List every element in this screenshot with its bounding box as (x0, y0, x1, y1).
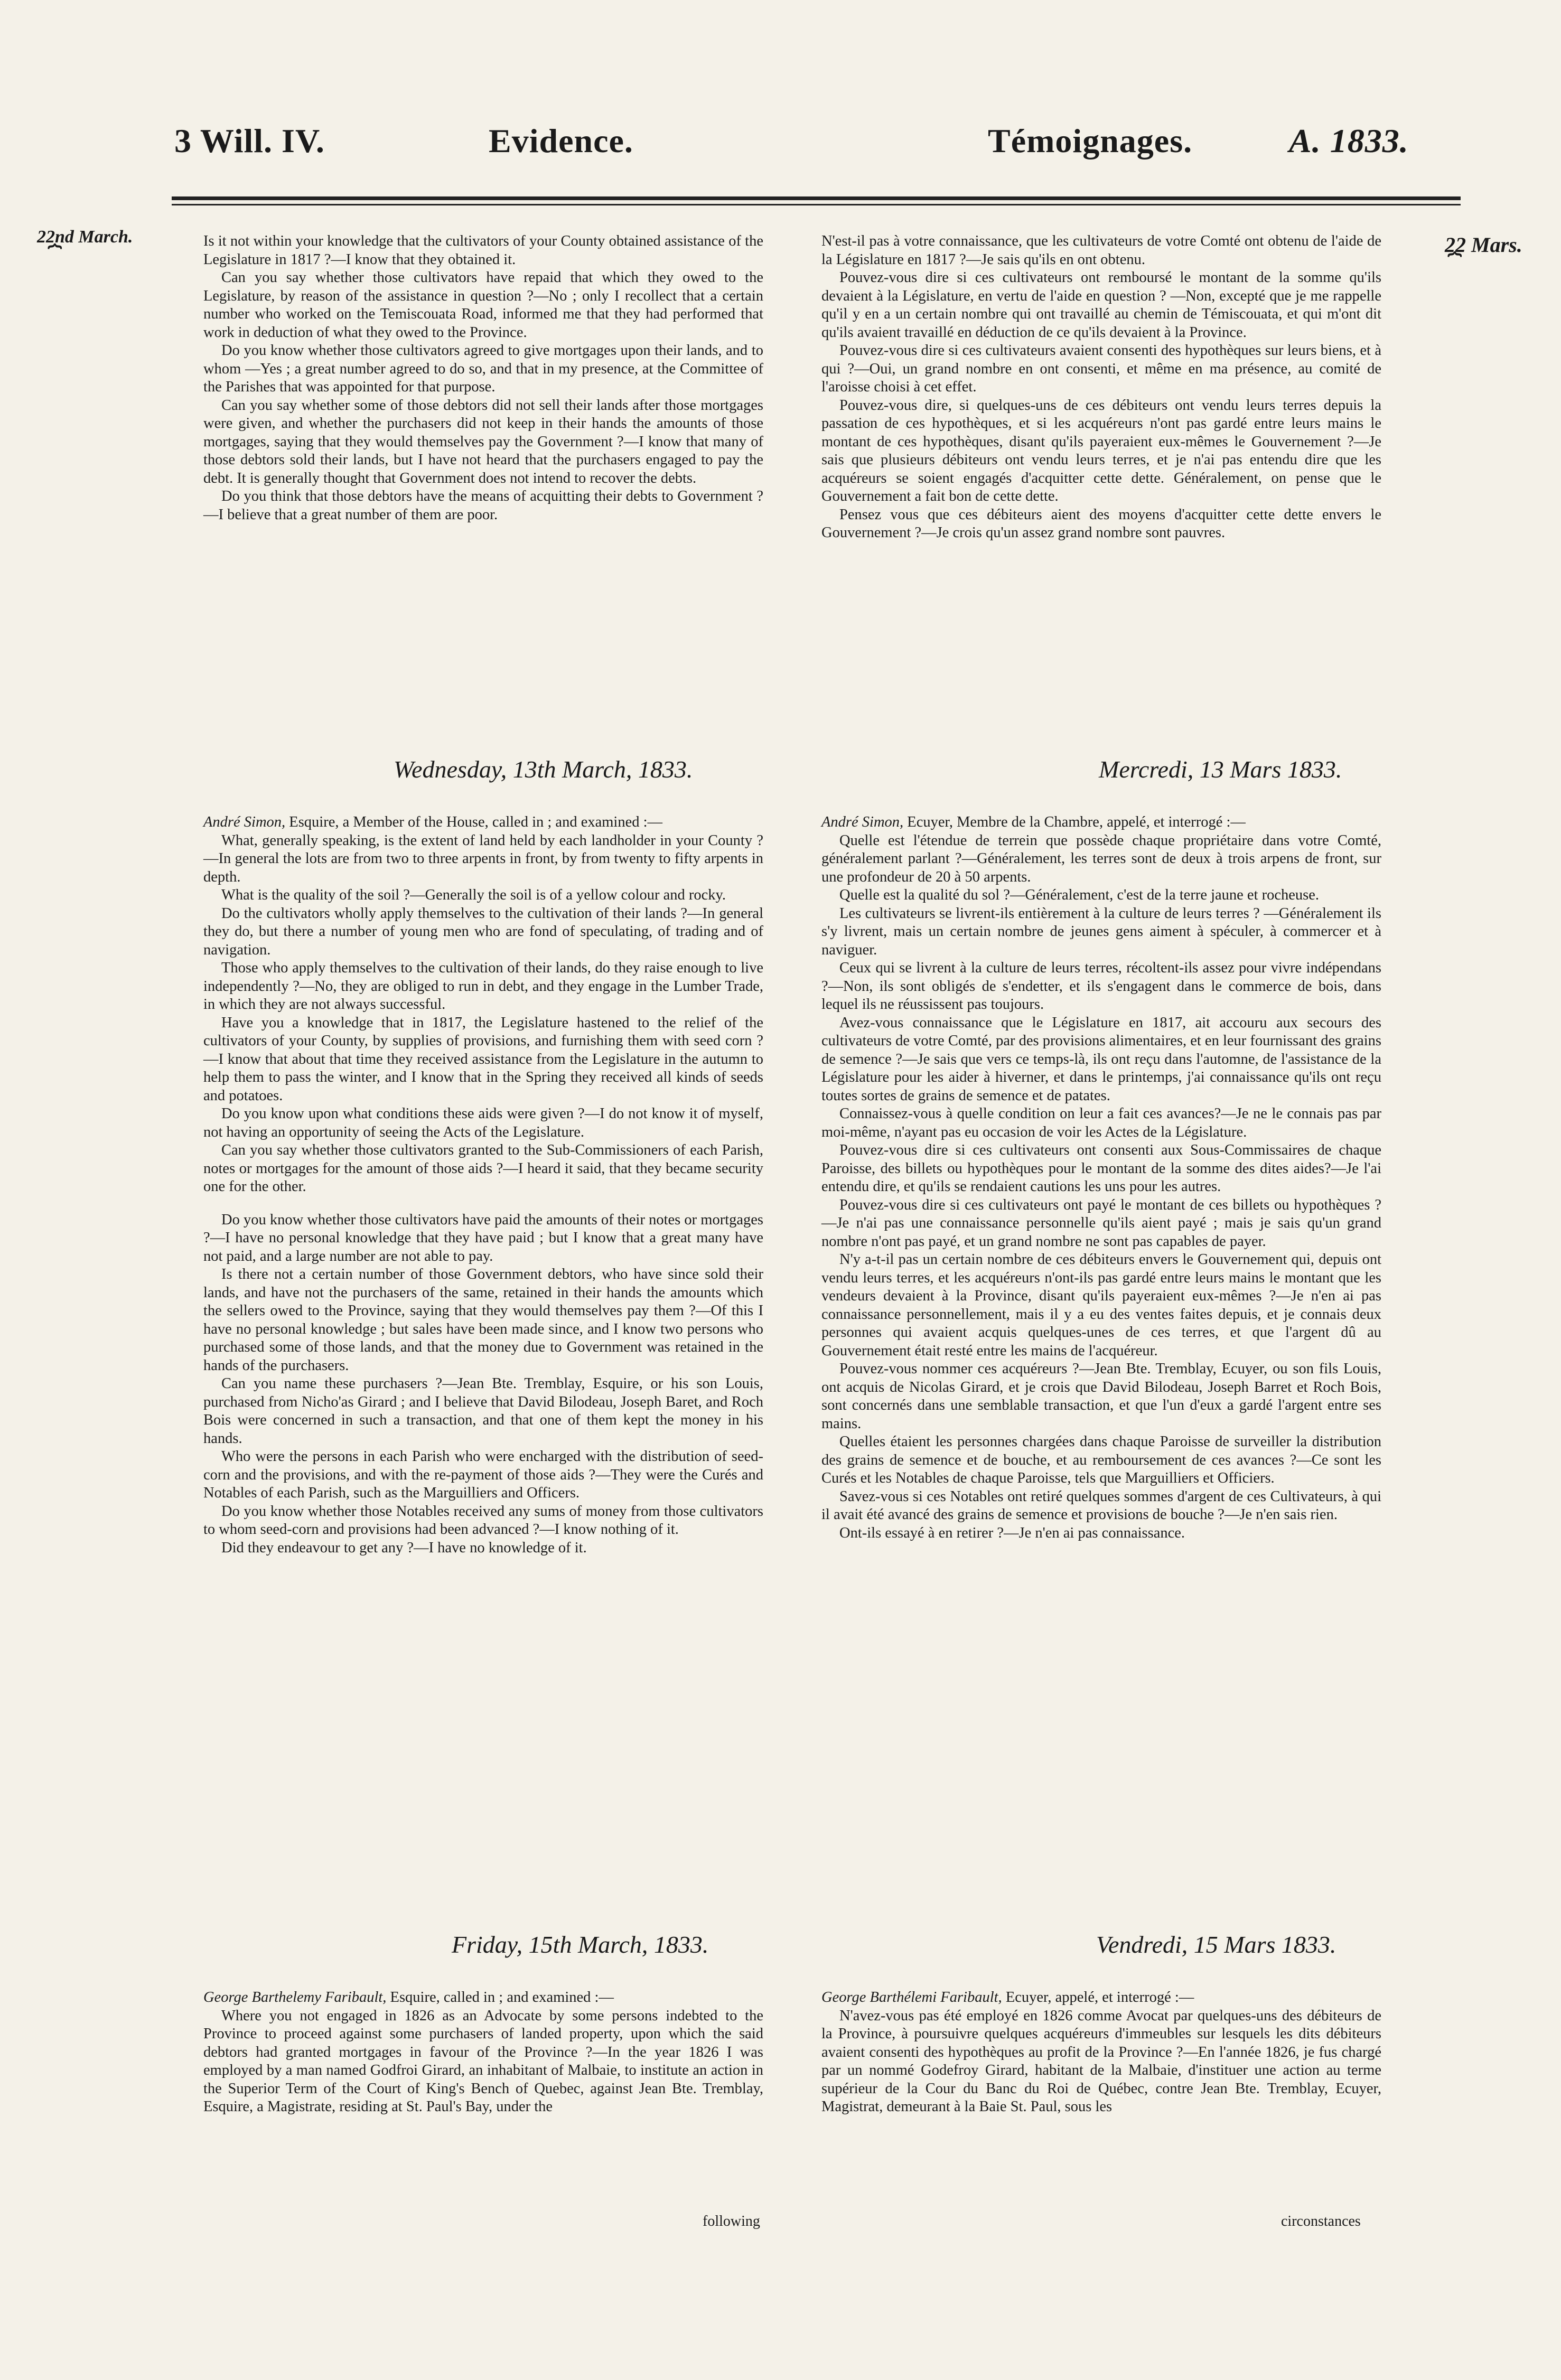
section2-english-column (203, 813, 763, 1557)
paragraph: Do you know whether those cultivators agreed to give mortgages upon their lands, and to whom —Yes ; a great number agreed to do so, and that in my presence, at the Committee of the Parishes that was appointed for that purpose. (203, 342, 763, 395)
witness-intro: George Barthélemi Faribault, Ecuyer, appelé, et interrogé :— (821, 1989, 1194, 2006)
paragraph: Can you say whether those cultivators have repaid that which they owed to the Legislature, by reason of the assistance in question ?—No ; only I recollect that a certain number who worked on the Temiscouata Road, informed me that they had performed that work in deduction of what they owed to the Province. (203, 269, 763, 341)
header-evidence: Evidence. (489, 122, 633, 160)
paragraph: Those who apply themselves to the cultivation of their lands, do they raise enough to live independently ?—No, they are obliged to run in debt, and they engage in the Lumber Trade, in which they are not always successful. (203, 960, 763, 1013)
header-rule-thin (172, 204, 1461, 205)
paragraph: Can you say whether those cultivators granted to the Sub-Commissioners of each Parish, notes or mortgages for the amount of those aids ?—I heard it said, that they became security one for the other. (203, 1142, 763, 1195)
paragraph: Pouvez-vous dire, si quelques-uns de ces débiteurs ont vendu leurs terres depuis la passation de ces hypothèques, et si les acquéreurs n'ont pas gardé entre leurs mains le montant de ces hypothèques, disant qu'ils payeraient eux-mêmes le Gouvernement ?—Je sais que plusieurs débiteurs ont vendu leurs terres, et je n'ai pas entendu dire que les acquéreurs se soient engagés d'acquitter cette dette. Généralement, on pense que le Gouvernement a fait bon de cette dette. (821, 397, 1381, 504)
heading-vendredi: Vendredi, 15 Mars 1833. (1096, 1931, 1336, 1958)
paragraph: Pouvez-vous dire si ces cultivateurs ont consenti aux Sous-Commissaires de chaque Paroisse, des billets ou hypothèques pour le montant de la somme des dites aides?—Je l'ai entendu dire, et qu'ils se rendaient cautions les uns pour les autres. (821, 1142, 1381, 1195)
paragraph: Is there not a certain number of those Government debtors, who have since sold their lands, and have not the purchasers of the same, retained in their hands the amounts which the sellers owed to the Province, saying that they would themselves pay them ?—Of this I have no personal knowledge ; but sales have been made since, and I know two persons who purchased some of those lands, and that the money due to Government was retained in the hands of the purchasers. (203, 1266, 763, 1374)
paragraph: Ceux qui se livrent à la culture de leurs terres, récoltent-ils assez pour vivre indépendans ?—Non, ils sont obligés de s'endetter, et ils s'engagent dans le commerce de bois, dans lequel ils ne réussissent pas toujours. (821, 960, 1381, 1013)
witness-intro: George Barthelemy Faribault, Esquire, called in ; and examined :— (203, 1989, 614, 2006)
section3-english-column (203, 1989, 763, 2116)
paragraph: Who were the persons in each Parish who were encharged with the distribution of seed-corn and the provisions, and with the re-payment of those aids ?—They were the Curés and Notables of each Parish, such as the Marguilliers and Officers. (203, 1448, 763, 1501)
paragraph: Quelle est la qualité du sol ?—Généralement, c'est de la terre jaune et rocheuse. (839, 887, 1320, 903)
paragraph: Pensez vous que ces débiteurs aient des moyens d'acquitter cette dette envers le Gouvernement ?—Je crois qu'un assez grand nombre sont pauvres. (821, 506, 1381, 541)
witness-name: George Barthelemy Faribault, (203, 1989, 387, 2006)
paragraph: Ont-ils essayé à en retirer ?—Je n'en ai pas connaissance. (839, 1524, 1185, 1541)
paragraph: Did they endeavour to get any ?—I have no knowledge of it. (221, 1539, 587, 1556)
header-temoignages: Témoignages. (988, 122, 1193, 160)
paragraph: Can you say whether some of those debtors did not sell their lands after those mortgages were given, and whether the purchasers did not keep in their hands the amounts of those mortgages, saying that they would themselves pay the Government ?—I know that many of those debtors sold their lands, but I have not heard that the purchasers engaged to pay the debt. It is generally thought that Government does not intend to recover the debts. (203, 397, 763, 486)
margin-brace-left: ⏞ (48, 244, 62, 271)
heading-friday: Friday, 15th March, 1833. (452, 1931, 709, 1958)
section2-french-column (821, 813, 1381, 1542)
paragraph: Do the cultivators wholly apply themselves to the cultivation of their lands ?—In general they do, but there a number of young men who are fond of speculating, of trading and of navigation. (203, 905, 763, 958)
margin-brace-right: ⏞ (1447, 252, 1462, 279)
witness-name: George Barthélemi Faribault, (821, 1989, 1002, 2006)
header-session: 3 Will. IV. (174, 122, 325, 160)
section3-french-column (821, 1989, 1381, 2116)
witness-name: André Simon, (821, 814, 904, 830)
paragraph: Do you know upon what conditions these aids were given ?—I do not know it of myself, not having an opportunity of seeing the Acts of the Legislature. (203, 1105, 763, 1140)
paragraph: Do you think that those debtors have the means of acquitting their debts to Government ?—I believe that a great number of them are poor. (203, 488, 763, 523)
paragraph: N'avez-vous pas été employé en 1826 comme Avocat par quelques-uns des débiteurs de la Province, à poursuivre quelques acquéreurs d'immeubles sur lesquels les dits débiteurs avaient consenti des hypothèques au profit de la Province ?—En l'année 1826, je fus chargé par un nommé Godefroy Girard, habitant de la Malbaie, d'instituer une action au terme supérieur de la Cour du Banc du Roi de Québec, contre Jean Bte. Tremblay, Ecuyer, Magistrat, demeurant à la Baie St. Paul, sous les (821, 2007, 1381, 2115)
paragraph: Pouvez-vous dire si ces cultivateurs avaient consenti des hypothèques sur leurs biens, et à qui ?—Oui, un grand nombre en ont consenti, et même en ma présence, au comité de l'aroisse choisi à cet effet. (821, 342, 1381, 395)
paragraph: Do you know whether those cultivators have paid the amounts of their notes or mortgages ?—I have no personal knowledge that they have paid ; but I know that a great many have not paid, and a large number are not able to pay. (203, 1211, 763, 1264)
paragraph: Pouvez-vous dire si ces cultivateurs ont remboursé le montant de la somme qu'ils devaient à la Législature, en vertu de l'aide en question ? —Non, excepté que je me rappelle qu'il y en a un certain nombre qui ont travaillé au chemin de Témiscouata, et qui m'ont dit qu'ils avaient travaillé en déduction de ce qu'ils devaient à la Province. (821, 269, 1381, 341)
paragraph: N'est-il pas à votre connaissance, que les cultivateurs de votre Comté ont obtenu de l'aide de la Législature en 1817 ?—Je sais qu'ils en ont obtenu. (821, 233, 1381, 268)
header-rule-thick (172, 196, 1461, 200)
header-appendix-code: A. 1833. (1289, 122, 1409, 160)
paragraph: Do you know whether those Notables received any sums of money from those cultivators to whom seed-corn and provisions had been advanced ?—I know nothing of it. (203, 1503, 763, 1538)
witness-intro: André Simon, Ecuyer, Membre de la Chambre, appelé, et interrogé :— (821, 814, 1246, 830)
catchword-english: following (703, 2213, 760, 2229)
paragraph: Les cultivateurs se livrent-ils entièrement à la culture de leurs terres ? —Généralement ils s'y livrent, mais un certain nombre de jeunes gens aiment à spéculer, à commercer et à naviguer. (821, 905, 1381, 958)
paragraph: Connaissez-vous à quelle condition on leur a fait ces avances?—Je ne le connais pas par moi-même, n'ayant pas eu occasion de voir les Actes de la Législature. (821, 1105, 1381, 1140)
paragraph: Where you not engaged in 1826 as an Advocate by some persons indebted to the Province to proceed against some purchasers of landed property, upon which the said debtors had granted mortgages in favour of the Province ?—In the year 1826 I was employed by a man named Godfroi Girard, an inhabitant of Malbaie, to institute an action in the Superior Term of the Court of King's Bench of Quebec, against Jean Bte. Tremblay, Esquire, a Magistrate, residing at St. Paul's Bay, under the (203, 2007, 763, 2115)
paragraph: Savez-vous si ces Notables ont retiré quelques sommes d'argent de ces Cultivateurs, à qui il avait été avancé des grains de semence et provisions de bouche ?—Je n'en sais rien. (821, 1488, 1381, 1523)
margin-date-english: 22nd March. (37, 227, 133, 247)
paragraph: Can you name these purchasers ?—Jean Bte. Tremblay, Esquire, or his son Louis, purchased from Nicho'as Girard ; and I believe that David Bilodeau, Joseph Baret, and Roch Bois were concerned in such a transaction, and that one of them kept the money in his hands. (203, 1375, 763, 1447)
margin-date-french: 22 Mars. (1445, 233, 1522, 257)
block1-english-column (203, 232, 763, 524)
paragraph: Pouvez-vous nommer ces acquéreurs ?—Jean Bte. Tremblay, Ecuyer, ou son fils Louis, ont acquis de Nicolas Girard, et je crois que David Bilodeau, Joseph Barret et Roch Bois, sont concernés dans une semblable transaction, et que l'un d'eux a gardé l'argent entre ses mains. (821, 1361, 1381, 1432)
paragraph: What is the quality of the soil ?—Generally the soil is of a yellow colour and rocky. (221, 887, 726, 903)
paragraph: What, generally speaking, is the extent of land held by each landholder in your County ?—In general the lots are from two to three arpents in front, by from twenty to fifty arpents in depth. (203, 832, 763, 885)
paragraph: Pouvez-vous dire si ces cultivateurs ont payé le montant de ces billets ou hypothèques ?—Je n'ai pas une connaissance personnelle qu'ils aient payé ; mais je sais qu'un grand nombre n'ont pas payé, et un grand nombre ne sont pas capables de payer. (821, 1196, 1381, 1250)
paragraph: Quelles étaient les personnes chargées dans chaque Paroisse de surveiller la distribution des grains de semence et de bouche, et au remboursement de ces avances ?—Ce sont les Curés et les Notables de chaque Paroisse, tels que Marguilliers et Officiers. (821, 1433, 1381, 1486)
paragraph: N'y a-t-il pas un certain nombre de ces débiteurs envers le Gouvernement qui, depuis ont vendu leurs terres, et les acquéreurs n'ont-ils pas gardé entre leurs mains le montant que les vendeurs devaient à la Province, disant qu'ils payeraient eux-mêmes ?—Je n'en ai pas connaissance personnellement, mais il y a eu des ventes faites depuis, et je connais deux personnes qui avaient acquis quelques-unes de ces terres, et que l'argent dû au Gouvernement était resté entre les mains de l'acquéreur. (821, 1251, 1381, 1359)
paragraph: Have you a knowledge that in 1817, the Legislature hastened to the relief of the cultivators of your County, by supplies of provisions, and furnishing them with seed corn ?—I know that about that time they received assistance from the Legislature in the autumn to help them to pass the winter, and I know that in the Spring they received all kinds of seeds and potatoes. (203, 1014, 763, 1104)
paragraph: Avez-vous connaissance que le Législature en 1817, ait accouru aux secours des cultivateurs de votre Comté, par des provisions alimentaires, et en leur fournissant des grains de semence ?—Je sais que vers ce temps-là, ils ont reçu dans l'automne, de l'assistance de la Législature pour les aider à hiverner, et dans le printemps, j'ai connaissance qu'ils ont reçu toutes sortes de grains de semence et de patates. (821, 1014, 1381, 1104)
heading-wednesday: Wednesday, 13th March, 1833. (394, 756, 693, 783)
catchword-french: circonstances (1281, 2213, 1361, 2229)
paragraph: Quelle est l'étendue de terrein que possède chaque propriétaire dans votre Comté, généralement parlant ?—Généralement, les terres sont de deux à trois arpens de front, sur une profondeur de 20 à 50 arpents. (821, 832, 1381, 885)
heading-mercredi: Mercredi, 13 Mars 1833. (1099, 756, 1342, 783)
block1-french-column (821, 232, 1381, 542)
witness-name: André Simon, (203, 814, 286, 830)
witness-intro: André Simon, Esquire, a Member of the House, called in ; and examined :— (203, 814, 663, 830)
paragraph: Is it not within your knowledge that the cultivators of your County obtained assistance of the Legislature in 1817 ?—I know that they obtained it. (203, 233, 763, 268)
